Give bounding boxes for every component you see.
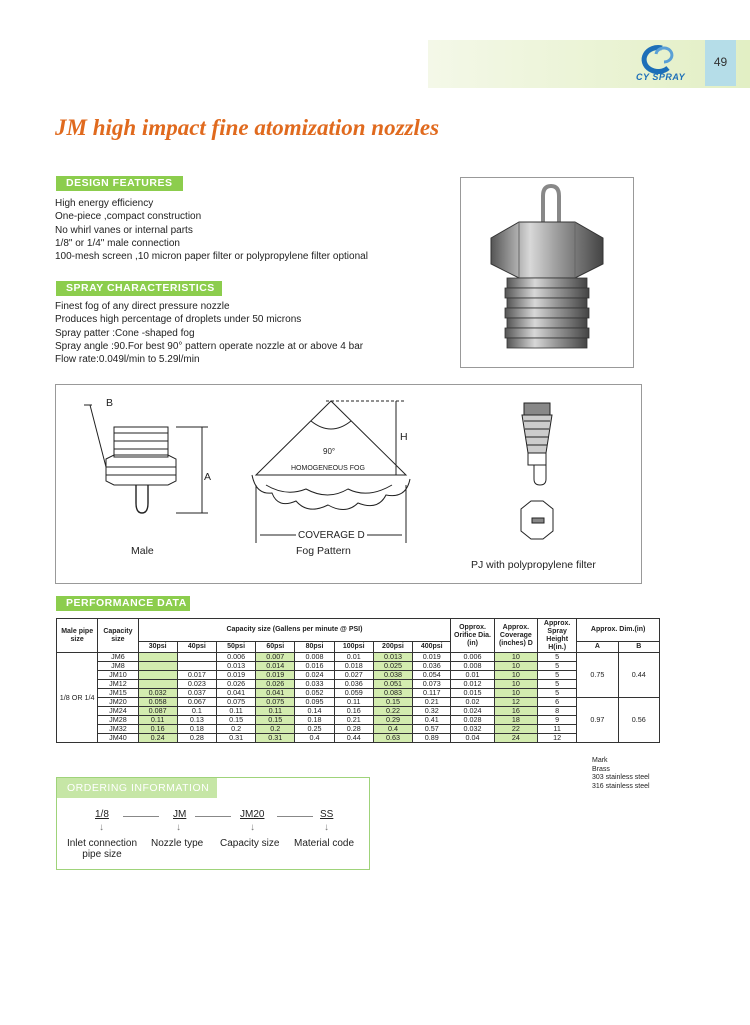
header-height: Approx. Spray Height H(in.) <box>538 619 577 653</box>
cell-capacity-value: 0.095 <box>295 698 334 707</box>
technical-diagram <box>55 384 642 584</box>
label-homogeneous-fog: HOMOGENEOUS FOG <box>291 465 365 472</box>
page-title: JM high impact fine atomization nozzles <box>55 115 440 140</box>
cell-capacity-value: 0.29 <box>373 716 412 725</box>
cell-orifice: 0.02 <box>451 698 494 707</box>
order-code-inlet: 1/8 <box>95 809 109 820</box>
cell-orifice: 0.008 <box>451 662 494 671</box>
header-psi: 100psi <box>334 642 373 653</box>
cell-height: 5 <box>538 653 577 662</box>
cell-height: 8 <box>538 707 577 716</box>
header-capacity-group: Capacity size (Gallens per minute @ PSI) <box>138 619 451 642</box>
header-psi: 80psi <box>295 642 334 653</box>
list-item: Produces high percentage of droplets under 50 microns <box>55 314 302 326</box>
label-pj-filter: PJ with polypropylene filter <box>471 559 596 571</box>
cell-capacity-size: JM15 <box>98 689 138 698</box>
cell-capacity-value: 0.14 <box>295 707 334 716</box>
cell-capacity-value: 0.63 <box>373 734 412 743</box>
header-psi: 30psi <box>138 642 177 653</box>
cell-orifice: 0.012 <box>451 680 494 689</box>
cell-capacity-value: 0.4 <box>373 725 412 734</box>
header-male-pipe: Male pipe size <box>57 619 98 653</box>
cell-orifice: 0.01 <box>451 671 494 680</box>
header-dim-a: A <box>577 642 618 653</box>
order-code-material: SS <box>320 809 334 820</box>
cell-dim-b: 0.56 <box>618 698 659 743</box>
cell-coverage: 16 <box>494 707 537 716</box>
label-b: B <box>106 397 114 409</box>
cell-capacity-value: 0.013 <box>216 662 255 671</box>
cell-capacity-value: 0.41 <box>413 716 451 725</box>
cell-capacity-value: 0.073 <box>413 680 451 689</box>
header-capacity-size: Capacity size <box>98 619 138 653</box>
cell-capacity-value: 0.027 <box>334 671 373 680</box>
cell-capacity-value <box>177 662 216 671</box>
table-row <box>57 707 660 716</box>
ordering-heading: ORDERING INFORMATION <box>57 778 217 798</box>
material-item: Brass <box>592 765 610 773</box>
cell-capacity-value: 0.31 <box>256 734 295 743</box>
divider <box>195 816 231 817</box>
header-band <box>428 40 750 88</box>
cell-height: 5 <box>538 680 577 689</box>
cell-capacity-value: 0.18 <box>295 716 334 725</box>
cell-capacity-value: 0.15 <box>216 716 255 725</box>
cell-capacity-value <box>138 680 177 689</box>
cell-capacity-value: 0.016 <box>295 662 334 671</box>
order-label-inlet-line2: pipe size <box>82 849 122 860</box>
cell-capacity-value: 0.036 <box>334 680 373 689</box>
header-orifice: Opprox. Orifice Dia.(in) <box>451 619 494 653</box>
list-item: 100-mesh screen ,10 micron paper filter or polypropylene filter optional <box>55 251 368 263</box>
cell-capacity-value: 0.22 <box>373 707 412 716</box>
cell-capacity-value: 0.041 <box>256 689 295 698</box>
cell-capacity-value: 0.083 <box>373 689 412 698</box>
cell-capacity-size: JM8 <box>98 662 138 671</box>
cell-capacity-value: 0.032 <box>138 689 177 698</box>
cell-capacity-value: 0.059 <box>334 689 373 698</box>
cell-capacity-value: 0.28 <box>177 734 216 743</box>
cell-capacity-size: JM28 <box>98 716 138 725</box>
order-label-material: Material code <box>294 838 355 849</box>
list-item: Spray patter :Cone -shaped fog <box>55 327 195 339</box>
cell-capacity-value: 0.28 <box>334 725 373 734</box>
order-label-capacity: Capacity size <box>220 838 280 849</box>
label-coverage: COVERAGE D <box>298 530 365 541</box>
cell-capacity-value: 0.026 <box>216 680 255 689</box>
cell-capacity-value: 0.075 <box>216 698 255 707</box>
label-a: A <box>204 471 212 483</box>
list-item: 1/8" or 1/4" male connection <box>55 237 180 249</box>
cell-coverage: 10 <box>494 662 537 671</box>
cell-capacity-value: 0.087 <box>138 707 177 716</box>
nozzle-photo <box>460 177 634 368</box>
table-row <box>57 734 660 743</box>
design-features-list <box>55 197 368 263</box>
cell-capacity-size: JM24 <box>98 707 138 716</box>
cell-capacity-value <box>138 671 177 680</box>
cell-capacity-value: 0.117 <box>413 689 451 698</box>
cell-capacity-value: 0.25 <box>295 725 334 734</box>
cell-capacity-size: JM10 <box>98 671 138 680</box>
cell-coverage: 10 <box>494 653 537 662</box>
header-psi: 40psi <box>177 642 216 653</box>
header-psi: 50psi <box>216 642 255 653</box>
cell-capacity-value: 0.13 <box>177 716 216 725</box>
cell-capacity-value: 0.21 <box>334 716 373 725</box>
header-coverage: Approx. Coverage (inches) D <box>494 619 537 653</box>
table-row <box>57 725 660 734</box>
cell-capacity-value: 0.024 <box>295 671 334 680</box>
cell-orifice: 0.024 <box>451 707 494 716</box>
materials-list <box>592 757 650 791</box>
table-row <box>57 662 660 671</box>
label-h: H <box>400 431 408 443</box>
cell-capacity-value: 0.11 <box>216 707 255 716</box>
cell-capacity-value: 0.019 <box>413 653 451 662</box>
cell-capacity-value: 0.11 <box>256 707 295 716</box>
cell-capacity-value: 0.1 <box>177 707 216 716</box>
table-row <box>57 716 660 725</box>
divider <box>277 816 313 817</box>
order-code-capacity: JM20 <box>240 809 265 820</box>
arrow-down-icon: ↓ <box>99 822 104 833</box>
cell-capacity-value: 0.16 <box>138 725 177 734</box>
table-row <box>57 653 660 662</box>
cell-capacity-value: 0.11 <box>138 716 177 725</box>
cell-capacity-value: 0.075 <box>256 698 295 707</box>
cell-coverage: 18 <box>494 716 537 725</box>
cell-pipe-size: 1/8 OR 1/4 <box>57 653 98 743</box>
cell-capacity-value: 0.036 <box>413 662 451 671</box>
cell-orifice: 0.028 <box>451 716 494 725</box>
cell-coverage: 10 <box>494 680 537 689</box>
cell-dim-a: 0.75 <box>577 653 618 698</box>
cell-capacity-value: 0.014 <box>256 662 295 671</box>
cell-height: 9 <box>538 716 577 725</box>
cell-capacity-value: 0.01 <box>334 653 373 662</box>
header-psi: 200psi <box>373 642 412 653</box>
page-number: 49 <box>705 40 736 86</box>
cell-capacity-value: 0.21 <box>413 698 451 707</box>
cell-height: 5 <box>538 689 577 698</box>
cell-capacity-value: 0.4 <box>295 734 334 743</box>
cell-orifice: 0.006 <box>451 653 494 662</box>
cell-capacity-value: 0.008 <box>295 653 334 662</box>
cell-height: 12 <box>538 734 577 743</box>
order-label-inlet-line1: Inlet connection <box>66 838 138 849</box>
spray-characteristics-list <box>55 300 363 366</box>
cell-orifice: 0.04 <box>451 734 494 743</box>
cell-capacity-value: 0.18 <box>177 725 216 734</box>
header-psi: 400psi <box>413 642 451 653</box>
cell-capacity-value: 0.006 <box>216 653 255 662</box>
cell-capacity-value: 0.89 <box>413 734 451 743</box>
header-psi: 60psi <box>256 642 295 653</box>
ordering-info-box <box>56 777 370 870</box>
cell-capacity-value: 0.31 <box>216 734 255 743</box>
cell-coverage: 10 <box>494 671 537 680</box>
cell-capacity-value: 0.44 <box>334 734 373 743</box>
list-item: No whirl vanes or internal parts <box>55 224 193 236</box>
cell-capacity-value: 0.15 <box>256 716 295 725</box>
design-features-heading: DESIGN FEATURES <box>56 176 183 191</box>
cell-capacity-value: 0.32 <box>413 707 451 716</box>
cell-capacity-value: 0.018 <box>334 662 373 671</box>
cell-capacity-value: 0.019 <box>256 671 295 680</box>
cell-capacity-value: 0.15 <box>373 698 412 707</box>
label-angle: 90° <box>323 447 336 456</box>
list-item: High energy efficiency <box>55 198 154 209</box>
cell-coverage: 24 <box>494 734 537 743</box>
cell-capacity-value: 0.019 <box>216 671 255 680</box>
cell-capacity-value: 0.2 <box>256 725 295 734</box>
cell-capacity-value: 0.017 <box>177 671 216 680</box>
cell-capacity-value <box>138 662 177 671</box>
cell-capacity-value <box>138 653 177 662</box>
cell-dim-a: 0.97 <box>577 698 618 743</box>
cell-capacity-value: 0.026 <box>256 680 295 689</box>
cell-height: 6 <box>538 698 577 707</box>
performance-table <box>56 618 660 743</box>
cell-capacity-value: 0.054 <box>413 671 451 680</box>
list-item: One-piece ,compact construction <box>55 211 202 223</box>
label-male: Male <box>131 545 154 557</box>
divider <box>123 816 159 817</box>
header-dim: Approx. Dim.(in) <box>577 619 660 642</box>
cell-height: 11 <box>538 725 577 734</box>
material-item: 316 stainless steel <box>592 782 650 790</box>
cell-capacity-size: JM12 <box>98 680 138 689</box>
list-item: Finest fog of any direct pressure nozzle <box>55 301 230 312</box>
table-row <box>57 689 660 698</box>
cell-height: 5 <box>538 662 577 671</box>
cell-capacity-size: JM40 <box>98 734 138 743</box>
list-item: Spray angle :90.For best 90° pattern operate nozzle at or above 4 bar <box>55 340 364 352</box>
cell-capacity-value: 0.023 <box>177 680 216 689</box>
cell-orifice: 0.015 <box>451 689 494 698</box>
cell-capacity-value: 0.038 <box>373 671 412 680</box>
nozzle-photo-image <box>461 178 633 367</box>
cell-capacity-value: 0.037 <box>177 689 216 698</box>
spray-characteristics-heading: SPRAY CHARACTERISTICS <box>56 281 222 296</box>
table-row <box>57 671 660 680</box>
cell-capacity-value: 0.007 <box>256 653 295 662</box>
cell-capacity-size: JM32 <box>98 725 138 734</box>
list-item: Flow rate:0.049l/min to 5.29l/min <box>55 354 200 366</box>
cell-capacity-value: 0.24 <box>138 734 177 743</box>
cell-capacity-value: 0.067 <box>177 698 216 707</box>
material-item: Mark <box>592 757 608 764</box>
order-code-type: JM <box>173 809 187 820</box>
arrow-down-icon: ↓ <box>324 822 329 833</box>
cell-capacity-size: JM20 <box>98 698 138 707</box>
label-fog-pattern: Fog Pattern <box>296 545 351 557</box>
header-dim-b: B <box>618 642 659 653</box>
cell-capacity-value: 0.052 <box>295 689 334 698</box>
order-label-inlet <box>63 838 141 860</box>
cell-capacity-value: 0.033 <box>295 680 334 689</box>
cell-capacity-value: 0.041 <box>216 689 255 698</box>
performance-heading: PERFORMANCE DATA <box>56 596 190 611</box>
order-label-type: Nozzle type <box>151 838 204 849</box>
cell-coverage: 12 <box>494 698 537 707</box>
cell-height: 5 <box>538 671 577 680</box>
cell-capacity-size: JM6 <box>98 653 138 662</box>
cell-orifice: 0.032 <box>451 725 494 734</box>
cell-capacity-value: 0.051 <box>373 680 412 689</box>
cell-capacity-value: 0.013 <box>373 653 412 662</box>
cell-coverage: 10 <box>494 689 537 698</box>
material-item: 303 stainless steel <box>592 774 650 781</box>
table-row <box>57 698 660 707</box>
cell-capacity-value <box>177 653 216 662</box>
cell-capacity-value: 0.57 <box>413 725 451 734</box>
cell-dim-b: 0.44 <box>618 653 659 698</box>
arrow-down-icon: ↓ <box>250 822 255 833</box>
performance-table-body <box>57 653 660 743</box>
brand-name: CY SPRAY <box>636 72 686 82</box>
arrow-down-icon: ↓ <box>176 822 181 833</box>
cell-capacity-value: 0.025 <box>373 662 412 671</box>
table-row <box>57 680 660 689</box>
cell-capacity-value: 0.2 <box>216 725 255 734</box>
cell-coverage: 22 <box>494 725 537 734</box>
cell-capacity-value: 0.058 <box>138 698 177 707</box>
cell-capacity-value: 0.16 <box>334 707 373 716</box>
cell-capacity-value: 0.11 <box>334 698 373 707</box>
